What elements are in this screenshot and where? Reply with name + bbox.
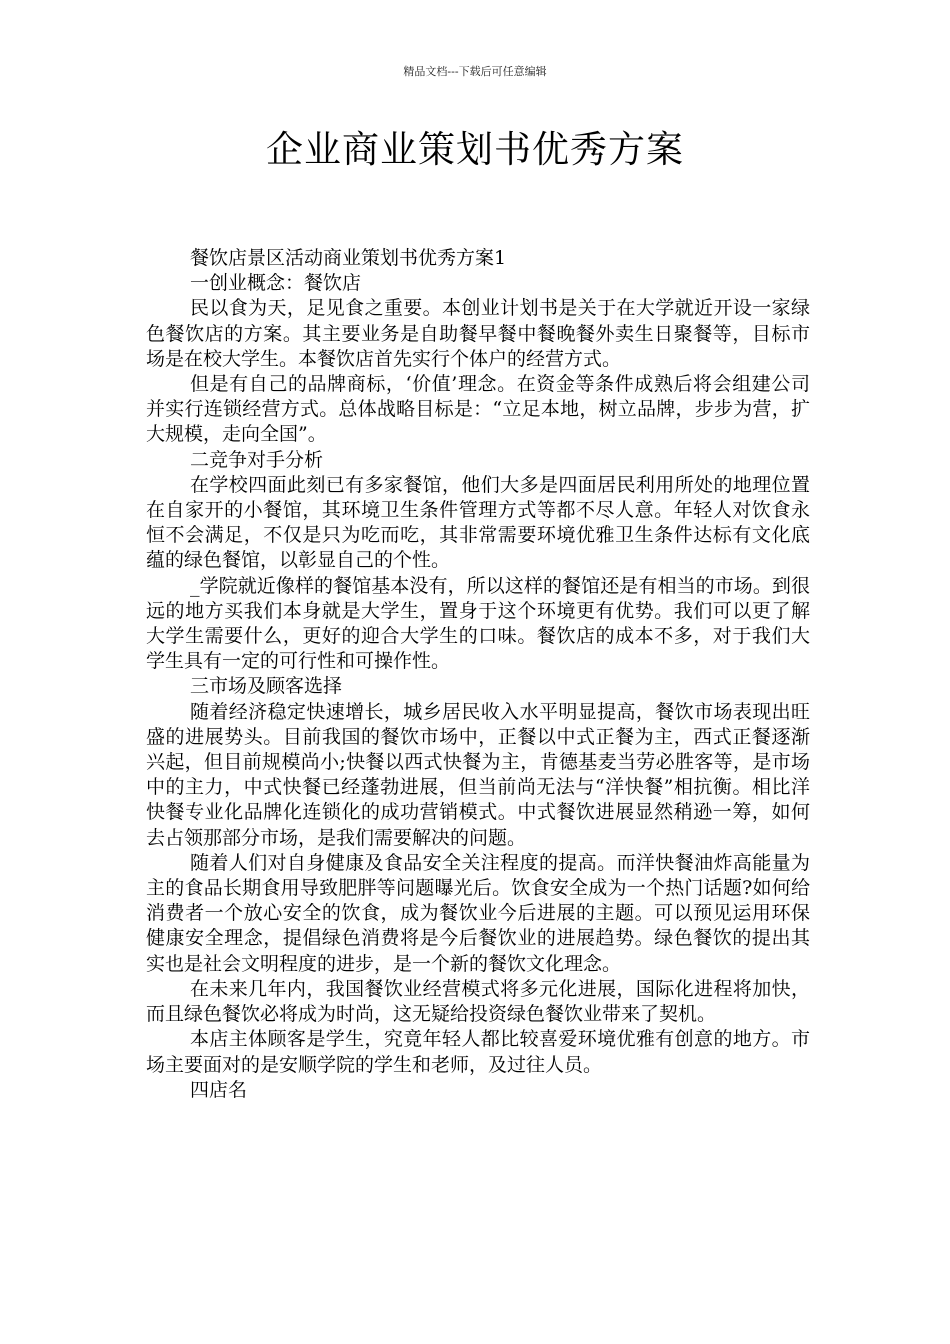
paragraph: 但是有自己的品牌商标，‘价值’理念。在资金等条件成熟后将会组建公司并实行连锁经营方式。总体战略目标是：“立足本地，树立品牌，步步为营，扩大规模，走向全国”。 xyxy=(146,373,810,446)
heading-store-name: 四店名 xyxy=(190,1078,248,1101)
document-body xyxy=(146,246,810,1103)
paragraph: 随着人们对自身健康及食品安全关注程度的提高。而洋快餐油炸高能量为主的食品长期食用导致肥胖等问题曝光后。饮食安全成为一个热门话题?如何给消费者一个放心安全的饮食，成为餐饮业今后进展的主题。可以预见运用环保健康安全理念，提倡绿色消费将是今后餐饮业的进展趋势。绿色餐饮的提出其实也是社会文明程度的进步，是一个新的餐饮文化理念。 xyxy=(146,851,810,975)
paragraph: 随着经济稳定快速增长，城乡居民收入水平明显提高，餐饮市场表现出旺盛的进展势头。目前我国的餐饮市场中，正餐以中式正餐为主，西式正餐逐渐兴起，但目前规模尚小;快餐以西式快餐为主，肯德基麦当劳必胜客等，是市场中的主力，中式快餐已经蓬勃进展，但当前尚无法与“洋快餐”相抗衡。相比洋快餐专业化品牌化连锁化的成功营销模式。中式餐饮进展显然稍逊一筹，如何去占领那部分市场，是我们需要解决的问题。 xyxy=(146,700,810,849)
paragraph: 在学校四面此刻已有多家餐馆，他们大多是四面居民利用所处的地理位置在自家开的小餐馆，其环境卫生条件管理方式等都不尽人意。年轻人对饮食永恒不会满足，不仅是只为吃而吃，其非常需要环境优雅卫生条件达标有文化底蕴的绿色餐馆，以彰显自己的个性。 xyxy=(146,473,810,572)
paragraph: 在未来几年内，我国餐饮业经营模式将多元化进展，国际化进程将加快，而且绿色餐饮必将成为时尚，这无疑给投资绿色餐饮业带来了契机。 xyxy=(146,977,810,1026)
header-note: 精品文档---下载后可任意编辑 xyxy=(403,65,547,78)
section-subtitle: 餐饮店景区活动商业策划书优秀方案1 xyxy=(190,247,507,269)
paragraph: _学院就近像样的餐馆基本没有，所以这样的餐馆还是有相当的市场。到很远的地方买我们本身就是大学生，置身于这个环境更有优势。我们可以更了解大学生需要什么，更好的迎合大学生的口味。餐饮店的成本不多，对于我们大学生具有一定的可行性和可操作性。 xyxy=(146,574,810,673)
paragraph: 民以食为天，足见食之重要。本创业计划书是关于在大学就近开设一家绿色餐饮店的方案。其主要业务是自助餐早餐中餐晚餐外卖生日聚餐等，目标市场是在校大学生。本餐饮店首先实行个体户的经营方式。 xyxy=(146,297,810,370)
heading-market-customers: 三市场及顾客选择 xyxy=(190,675,343,698)
paragraph: 本店主体顾客是学生，究竟年轻人都比较喜爱环境优雅有创意的地方。市场主要面对的是安顺学院的学生和老师，及过往人员。 xyxy=(146,1028,810,1076)
document-title: 企业商业策划书优秀方案 xyxy=(266,128,684,171)
heading-business-concept: 一创业概念：餐饮店 xyxy=(190,272,362,295)
heading-competitor-analysis: 二竞争对手分析 xyxy=(190,448,324,471)
